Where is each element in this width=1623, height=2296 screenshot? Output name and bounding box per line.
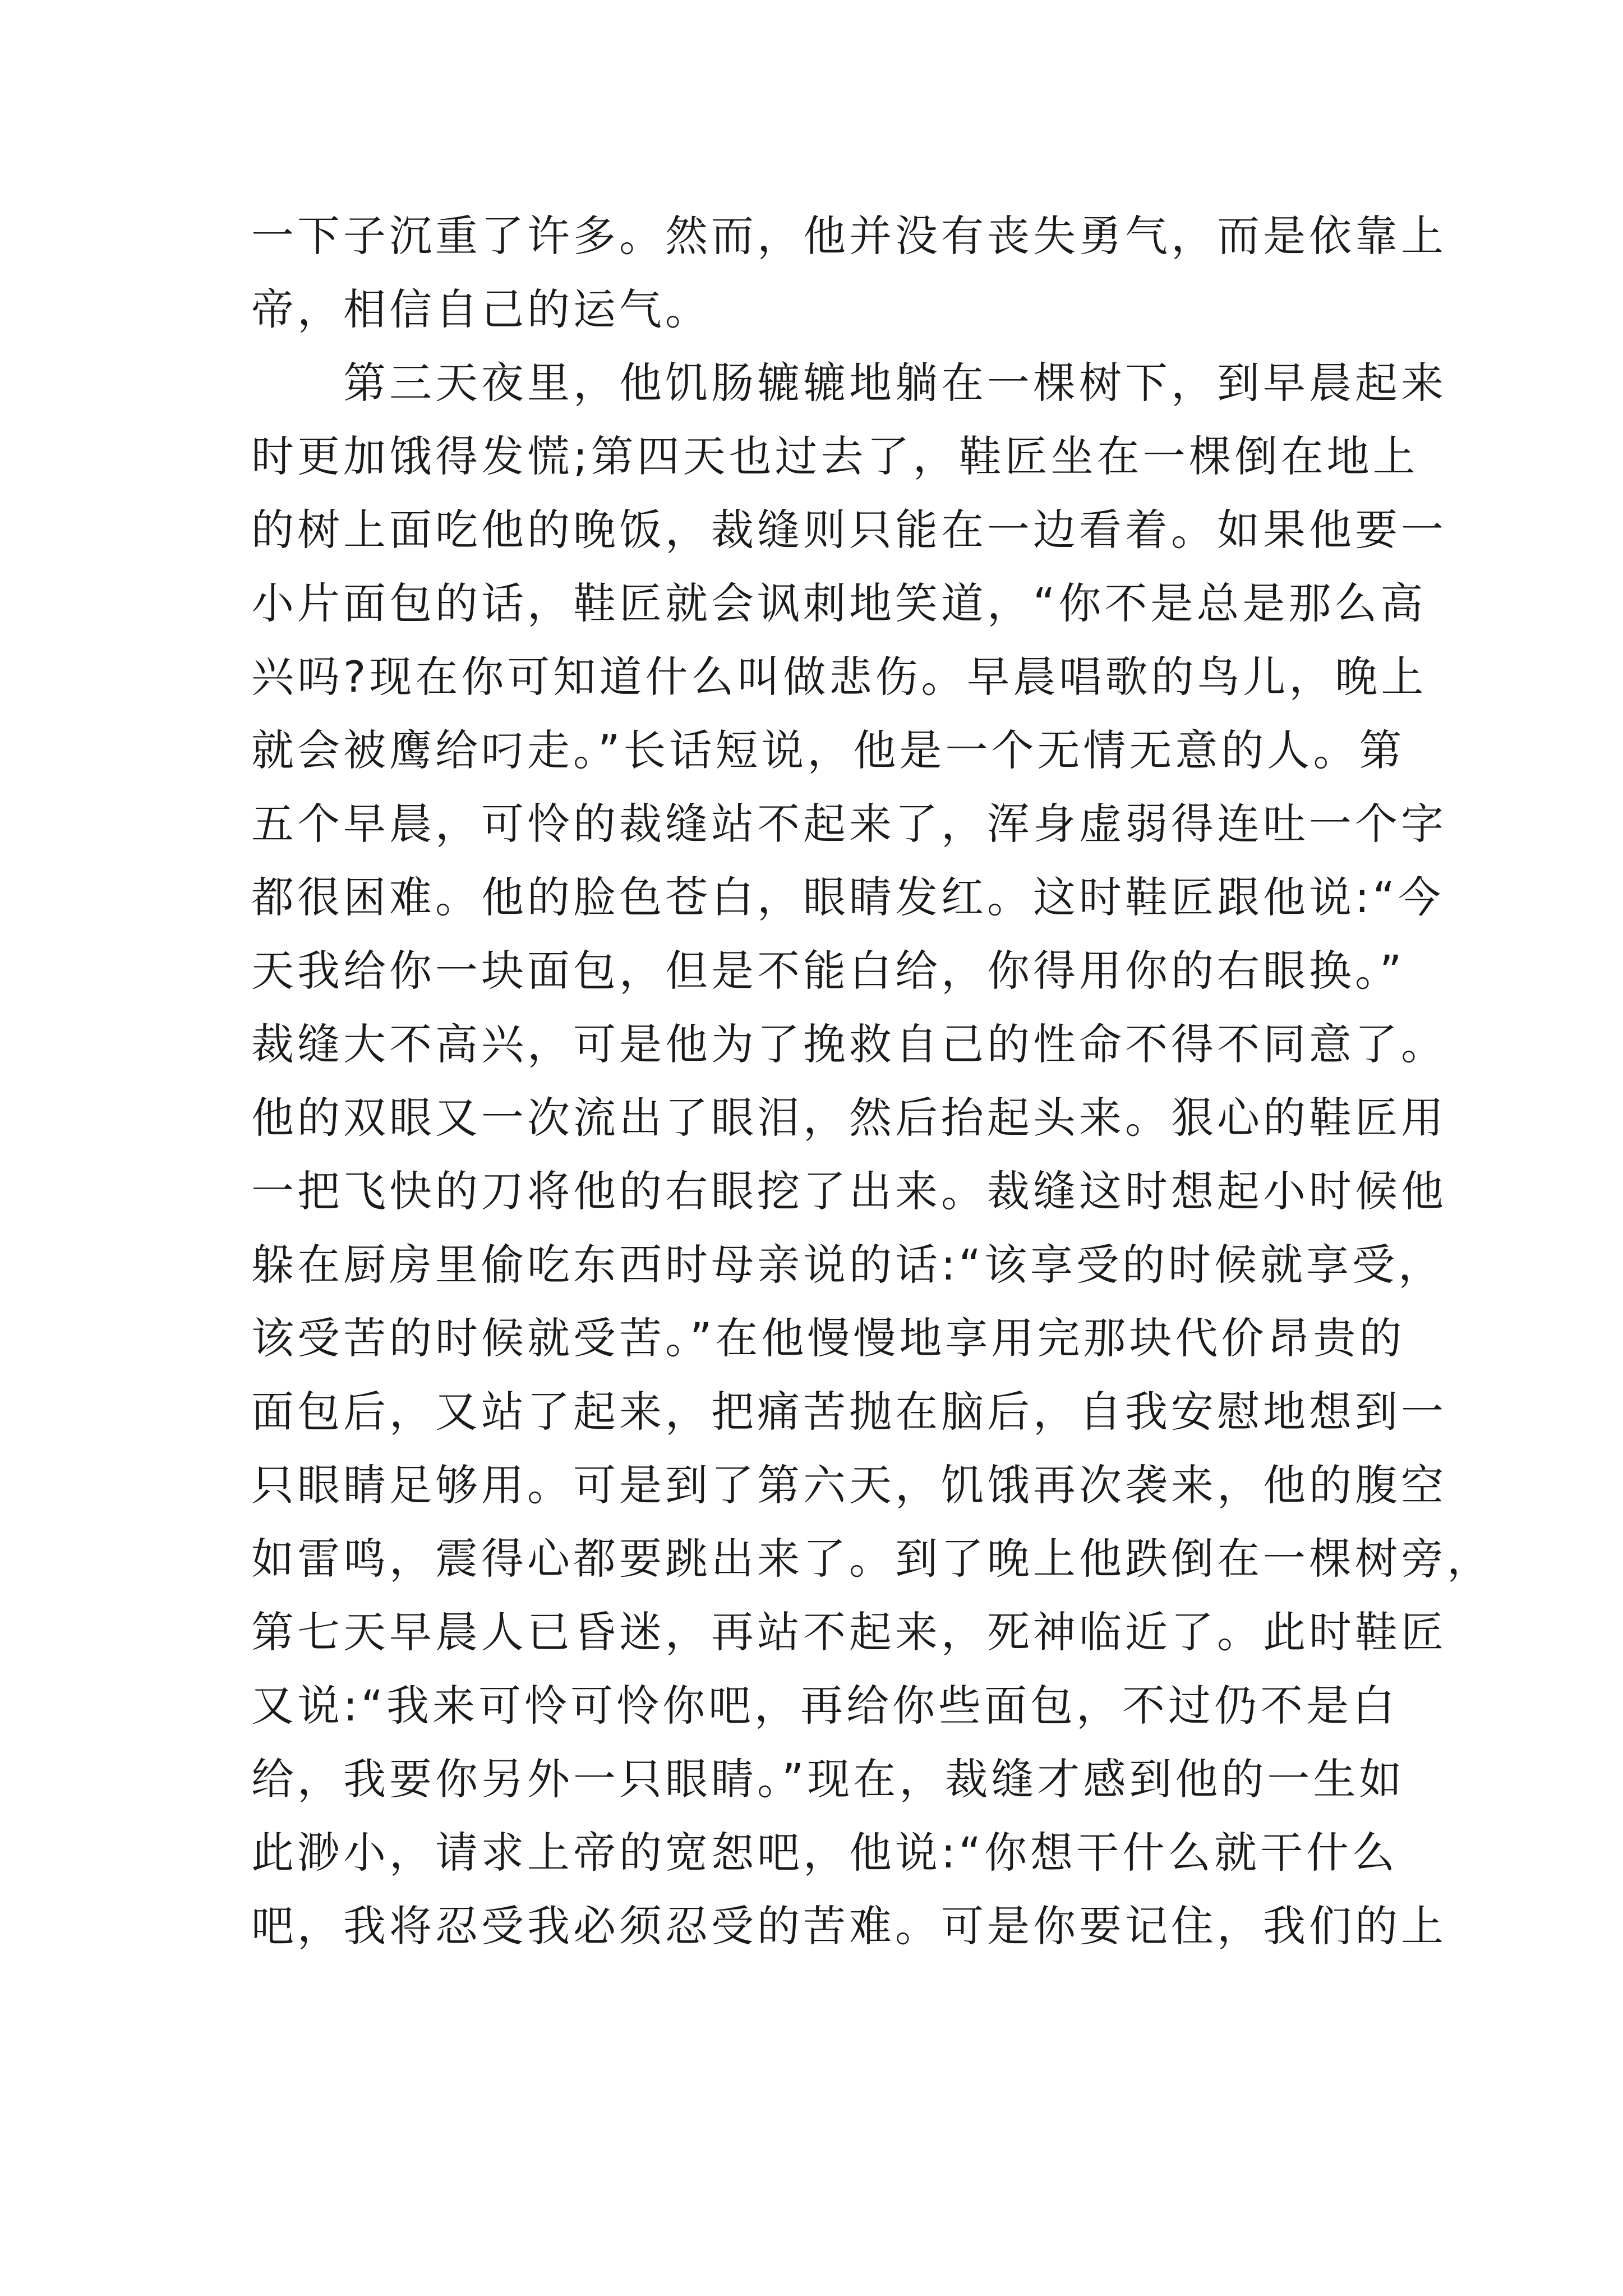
text-line: 如雷鸣，震得心都要跳出来了。到了晚上他跌倒在一棵树旁，	[251, 1534, 1493, 1584]
body-text	[251, 199, 1493, 1963]
text-line: 面包后，又站了起来，把痛苦抛在脑后，自我安慰地想到一	[251, 1387, 1447, 1437]
text-line: 裁缝大不高兴，可是他为了挽救自己的性命不得不同意了。	[251, 1019, 1447, 1069]
text-line: 一把飞快的刀将他的右眼挖了出来。裁缝这时想起小时候他	[251, 1166, 1447, 1216]
text-line: 就会被鹰给叼走。”长话短说，他是一个无情无意的人。第	[251, 725, 1405, 775]
text-line: 兴吗?现在你可知道什么叫做悲伤。早晨唱歌的鸟儿，晚上	[251, 652, 1427, 702]
text-line: 第七天早晨人已昏迷，再站不起来，死神临近了。此时鞋匠	[251, 1607, 1447, 1657]
text-line: 他的双眼又一次流出了眼泪，然后抬起头来。狠心的鞋匠用	[251, 1093, 1447, 1143]
text-line: 时更加饿得发慌;第四天也过去了，鞋匠坐在一棵倒在地上	[251, 431, 1419, 481]
text-line: 此渺小，请求上帝的宽恕吧，他说:“你想干什么就干什么	[251, 1828, 1398, 1878]
text-line: 五个早晨，可怜的裁缝站不起来了，浑身虚弱得连吐一个字	[251, 799, 1447, 849]
text-line: 一下子沉重了许多。然而，他并没有丧失勇气，而是依靠上	[251, 211, 1447, 261]
text-line: 只眼睛足够用。可是到了第六天，饥饿再次袭来，他的腹空	[251, 1460, 1447, 1510]
text-line: 给，我要你另外一只眼睛。”现在，裁缝才感到他的一生如	[251, 1754, 1405, 1804]
text-line: 该受苦的时候就受苦。”在他慢慢地享用完那块代价昂贵的	[251, 1313, 1405, 1363]
paragraph-first-line: 第三天夜里，他饥肠辘辘地躺在一棵树下，到早晨起来	[343, 358, 1447, 408]
text-line: 又说:“我来可怜可怜你吧，再给你些面包，不过仍不是白	[251, 1681, 1398, 1731]
text-line: 天我给你一块面包，但是不能白给，你得用你的右眼换。”	[251, 946, 1405, 996]
text-line: 帝，相信自己的运气。	[251, 284, 711, 334]
text-line: 吧，我将忍受我必须忍受的苦难。可是你要记住，我们的上	[251, 1901, 1447, 1951]
text-line: 小片面包的话，鞋匠就会讽刺地笑道，“你不是总是那么高	[251, 578, 1427, 628]
text-line: 躲在厨房里偷吃东西时母亲说的话:“该享受的时候就享受，	[251, 1240, 1444, 1290]
text-line: 都很困难。他的脸色苍白，眼睛发红。这时鞋匠跟他说:“今	[251, 872, 1444, 922]
text-line: 的树上面吃他的晚饭，裁缝则只能在一边看着。如果他要一	[251, 505, 1447, 555]
